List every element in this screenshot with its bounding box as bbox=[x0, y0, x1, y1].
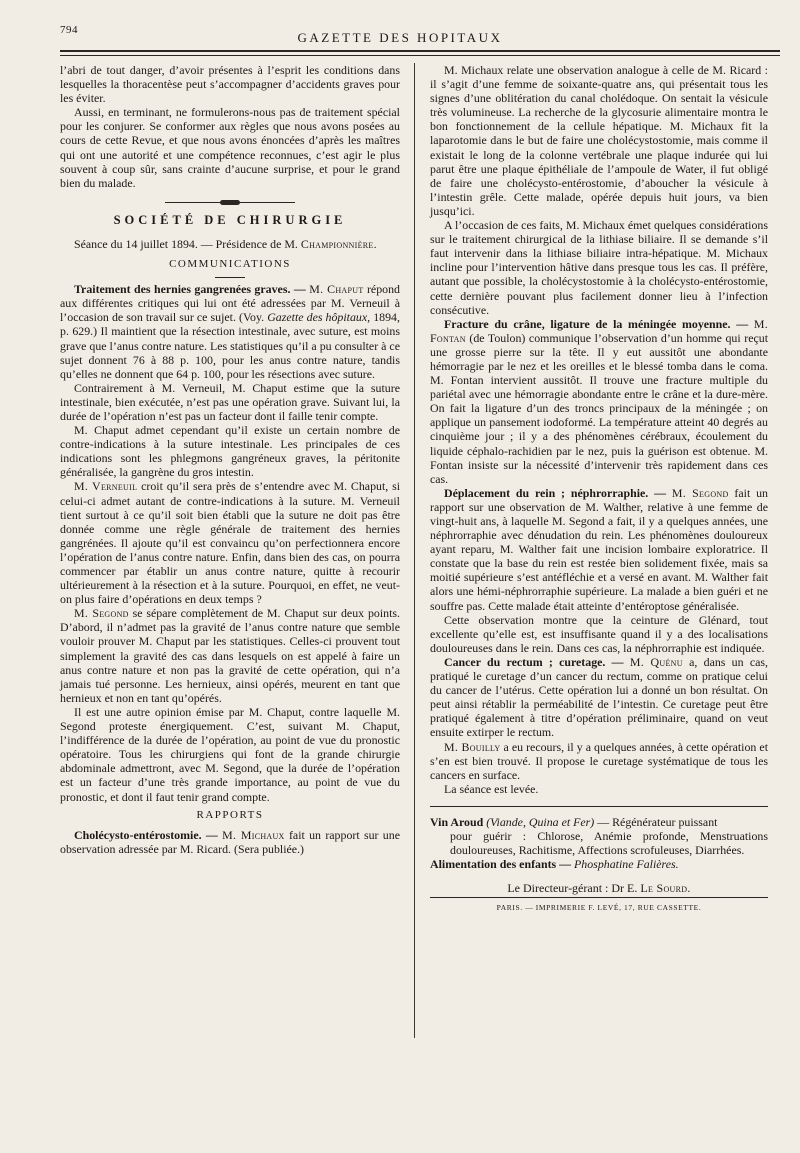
article-heading: Traitement des hernies gangrenées graves. — bbox=[74, 282, 306, 297]
director-line bbox=[430, 881, 768, 895]
text-run: fait un rapport sur une observation de M. Walther, relative à une femme de vingt-huit ans, à laquelle M. Segond a fait, il y a quelques années, une néphrorraphie avec dénudation du rein. Les phénomènes douloureux ayant reparu, M. Walther fait une incision lombaire exploratrice. Il constate que la base du rein est restée bien solidement fixée, mais sa moitié supérieure s’est antéfléchie et a versé en avant. M. Walther fait alors une hémi-néphrorraphie supérieure. La malade a bien guéri et ne souffre pas. Cette malade était atteinte d’entéroptose généralisée. bbox=[430, 485, 769, 613]
subsection-rapports: RAPPORTS bbox=[196, 808, 264, 821]
advert bbox=[430, 815, 768, 829]
paragraph: M. Michaux relate une observation analogue à celle de M. Ricard : il s’agit d’une femme de soixante-quatre ans, qui présentait tous les signes d’une oblitération du canal cholédoque. On sentait la vésicule très volumineuse. La recherche de la glycosurie alimentaire montra le bon fonctionnement de la cellule hépatique. M. Michaux fit la laparotomie dans le but de faire une cholécystostomie, mais comme il existait le long de la colonne vertébrale une plaque indurée qui lui parut être une plaque épithéliale de l’ampoule de Water, il fut obligé de faire une cholécysto-entérostomie, d’aboucher la vésicule à l’intestin grêle. Cette malade, opérée depuis huit jours, va bien jusqu’ici. bbox=[430, 63, 768, 218]
paragraph bbox=[430, 740, 768, 782]
advert-product: Phosphatine Falières. bbox=[574, 857, 679, 872]
paragraph: Aussi, en terminant, ne formulerons-nous pas de traitement spécial pour les conjurer. Se conformer aux règles que nous avons posées au cours de cette Revue, et que nous avons énoncées d’après les maîtres qui ont une autorité et une compétence reconnues, c’est agir le plus souvent à coup sûr, sans crainte d’aucune surprise, et pour le grand bien du malade. bbox=[60, 105, 400, 190]
header-rule bbox=[60, 50, 780, 52]
paragraph: M. Chaput admet cependant qu’il existe un certain nombre de contre-indications à la suture intestinale. Les principales de ces indications sont les phlegmons gangréneux graves, la péritonite généralisée, la gangrène du gros intestin. bbox=[60, 423, 400, 480]
text-run: a eu recours, il y a quelques années, à cette opération et s’en est bien trouvé. Il propose le curetage systématique de tous les cancers en surface. bbox=[430, 739, 768, 782]
article-heading: Cholécysto-entérostomie. — bbox=[74, 827, 218, 842]
speaker: M. Verneuil bbox=[74, 479, 138, 494]
paragraph bbox=[430, 655, 768, 740]
speaker: M. Chaput bbox=[309, 282, 364, 297]
paragraph bbox=[60, 282, 400, 381]
speaker: M. Fontan bbox=[430, 316, 768, 345]
running-title: GAZETTE DES HOPITAUX bbox=[297, 30, 503, 45]
right-column bbox=[430, 63, 768, 915]
seance-text: Séance du 14 juillet 1894. — Présidence de M. bbox=[74, 236, 298, 251]
director-name: Le Sourd. bbox=[640, 881, 691, 896]
advert bbox=[430, 857, 768, 871]
section-separator bbox=[165, 202, 295, 203]
page-number: 794 bbox=[60, 24, 78, 36]
text-run: se sépare complètement de M. Chaput sur deux points. D’abord, il n’admet pas la gravité de l’anus contre nature que semble vouloir prouver M. Chaput par les statistiques. Celles-ci prouvent tout simplement la gravité des cas dans lesquels on est appelé à faire un anus contre nature et non pas la gravité de cette opération, qui n’a jamais tué personne. Les hernieux, ainsi opérés, meurent en tant que hernieux et non en tant qu’opérés. bbox=[60, 606, 400, 705]
advert-name: Vin Aroud bbox=[430, 814, 484, 829]
text-run: 1894, p. 629.) Il maintient que la résection intestinale, avec suture, est moins grave que l’anus contre nature. Les statistiques qu’il a pu consulter à ce sujet donnent 76 à 88 p. 100, pour les anus contre nature, tandis qu’elles ne donnent que 64 p. 100, pour les résections avec suture. bbox=[60, 310, 400, 381]
paragraph: Il est une autre opinion émise par M. Chaput, contre laquelle M. Segond proteste énergiquement. C’est, suivant M. Chaput, l’indifférence de la durée de l’opération, au point de vue du pronostic opératoire. Tous les chirurgiens qui font de la grande chirurgie abdominale admettront, avec M. Segond, que la durée de l’opération est un facteur d’une très grande importance, au point de vue du pronostic, et dont il faut tenir grand compte. bbox=[60, 704, 400, 804]
column-divider bbox=[414, 63, 415, 1038]
reference: Gazette des hôpitaux, bbox=[267, 310, 371, 325]
left-column bbox=[60, 63, 400, 856]
article-heading: Fracture du crâne, ligature de la méningée moyenne. — bbox=[444, 316, 749, 331]
paragraph: La séance est levée. bbox=[444, 781, 539, 796]
speaker: M. Segond bbox=[74, 606, 129, 621]
seance-president: Championnière. bbox=[300, 236, 377, 251]
speaker: M. Michaux bbox=[222, 827, 285, 842]
text-run: — Régénérateur puissant bbox=[597, 814, 718, 829]
paragraph bbox=[60, 606, 400, 705]
paragraph bbox=[430, 317, 768, 486]
speaker: M. Quénu bbox=[629, 654, 683, 669]
seance-line bbox=[60, 237, 400, 251]
paragraph bbox=[60, 828, 400, 856]
paragraph: Cette observation montre que la ceinture de Glénard, tout excellente qu’elle est, est insuffisante quand il y a des localisations douloureuses dans le rein. Dans ces cas, la néphrorraphie est indiquée. bbox=[430, 612, 768, 655]
speaker: M. Bouilly bbox=[444, 739, 501, 754]
text-run: répond aux différentes critiques qui lui ont été adressées par M. Verneuil à l’occasion de son travail sur ce sujet. (Voy. bbox=[60, 282, 400, 325]
paragraph: A l’occasion de ces faits, M. Michaux émet quelques considérations sur le traitement chirurgical de la lithiase biliaire. Il se demande s’il faut intervenir dans la lithiase biliaire intra-hépatique. M. Michaux incline pour l’intervention hâtive dans presque tous les cas. Il préfère, autant que possible, la cholécystostomie à la cholécysto-entérostomie, cette dernière pouvant plus facilement donner lieu à l’infection consécutive. bbox=[430, 218, 768, 317]
subsection-communications: COMMUNICATIONS bbox=[169, 258, 291, 271]
text-run: fait un rapport sur une observation adressée par M. Ricard. (Sera publiée.) bbox=[60, 827, 400, 856]
article-heading: Cancer du rectum ; curetage. — bbox=[444, 654, 624, 669]
advert-subtitle: (Viande, Quina et Fer) bbox=[486, 814, 595, 829]
article-heading: Déplacement du rein ; néphrorraphie. — bbox=[444, 485, 666, 500]
advert-text: pour guérir : Chlorose, Anémie profonde, Menstruations douloureuses, Rachitisme, Affections scrofuleuses, Diarrhées. bbox=[450, 828, 768, 858]
paragraph: l’abri de tout danger, d’avoir présentes à l’esprit les conditions dans lesquelles la thoracentèse peut s’accompagner d’accidents graves pour les éviter. bbox=[60, 63, 400, 106]
header-rule-thin bbox=[60, 55, 780, 56]
text-run: (de Toulon) communique l’observation d’un homme qui reçut une grosse pierre sur la tête. Il y eut aussitôt une abondante hémorragie par le nez et les oreilles et le blessé tomba dans le coma. M. Fontan intervient aussitôt. Il trouve une fracture multiple du pariétal avec une hémorragie abondante entre le crâne et la dure-mère. On fait la ligature d’un des troncs principaux de la méningée ; on applique un pansement iodoformé. La température atteint 40 degrés au cinquième jour ; il y a des phénomènes cérébraux, écoulement du liquide céphalo-rachidien par le nez, puis la guérison est obtenue. M. Fontan insiste sur la nécessité d’intervenir très rapidement dans ces cas. bbox=[430, 330, 768, 486]
short-rule bbox=[215, 277, 245, 278]
paragraph bbox=[60, 479, 400, 606]
director-label: Le Directeur-gérant : Dr E. bbox=[507, 881, 638, 896]
text-run: a, dans un cas, pratiqué le curetage d’un cancer du rectum, comme on pratique celui du cancer de l’utérus. Cette opération lui a donné un bon résultat. On peut ainsi rétablir la perméabilité de l’intestin. Ce curetage peut être pratiqué également à titre d’opération préliminaire, quand on veut ensuite extirper le rectum. bbox=[430, 654, 768, 740]
printer-imprint: PARIS. — IMPRIMERIE F. LEVÉ, 17, RUE CASSETTE. bbox=[496, 903, 702, 913]
paragraph: Contrairement à M. Verneuil, M. Chaput estime que la suture intestinale, bien exécutée, n’est pas une opération grave. Suivant lui, la durée de l’opération n’est pas un facteur dont il faille tenir compte. bbox=[60, 380, 400, 423]
paragraph bbox=[430, 486, 768, 613]
advert-rule bbox=[430, 806, 768, 807]
advert-name: Alimentation des enfants — bbox=[430, 857, 572, 872]
section-title: SOCIÉTÉ DE CHIRURGIE bbox=[113, 212, 347, 227]
speaker: M. Segond bbox=[671, 485, 729, 500]
imprint-rule bbox=[430, 897, 768, 898]
separator-ornament bbox=[220, 200, 240, 205]
text-run: croit qu’il sera près de s’entendre avec M. Chaput, si celui-ci admet autant de contre-indications à la suture. M. Verneuil tient surtout à ce qu’il soit bien établi que la suture ne doit pas être donnée comme une règle générale de traitement des hernies gangrénées. Il ajoute qu’il est convaincu qu’on perfectionnera encore l’opération de l’anus contre nature. Enfin, dans bien des cas, on pourra commencer par établir un anus contre nature, quitte à recourir ultérieurement à la résection et à la suture. Pourquoi, en effet, ne veut-on plus faire d’opérations en deux temps ? bbox=[60, 479, 400, 607]
